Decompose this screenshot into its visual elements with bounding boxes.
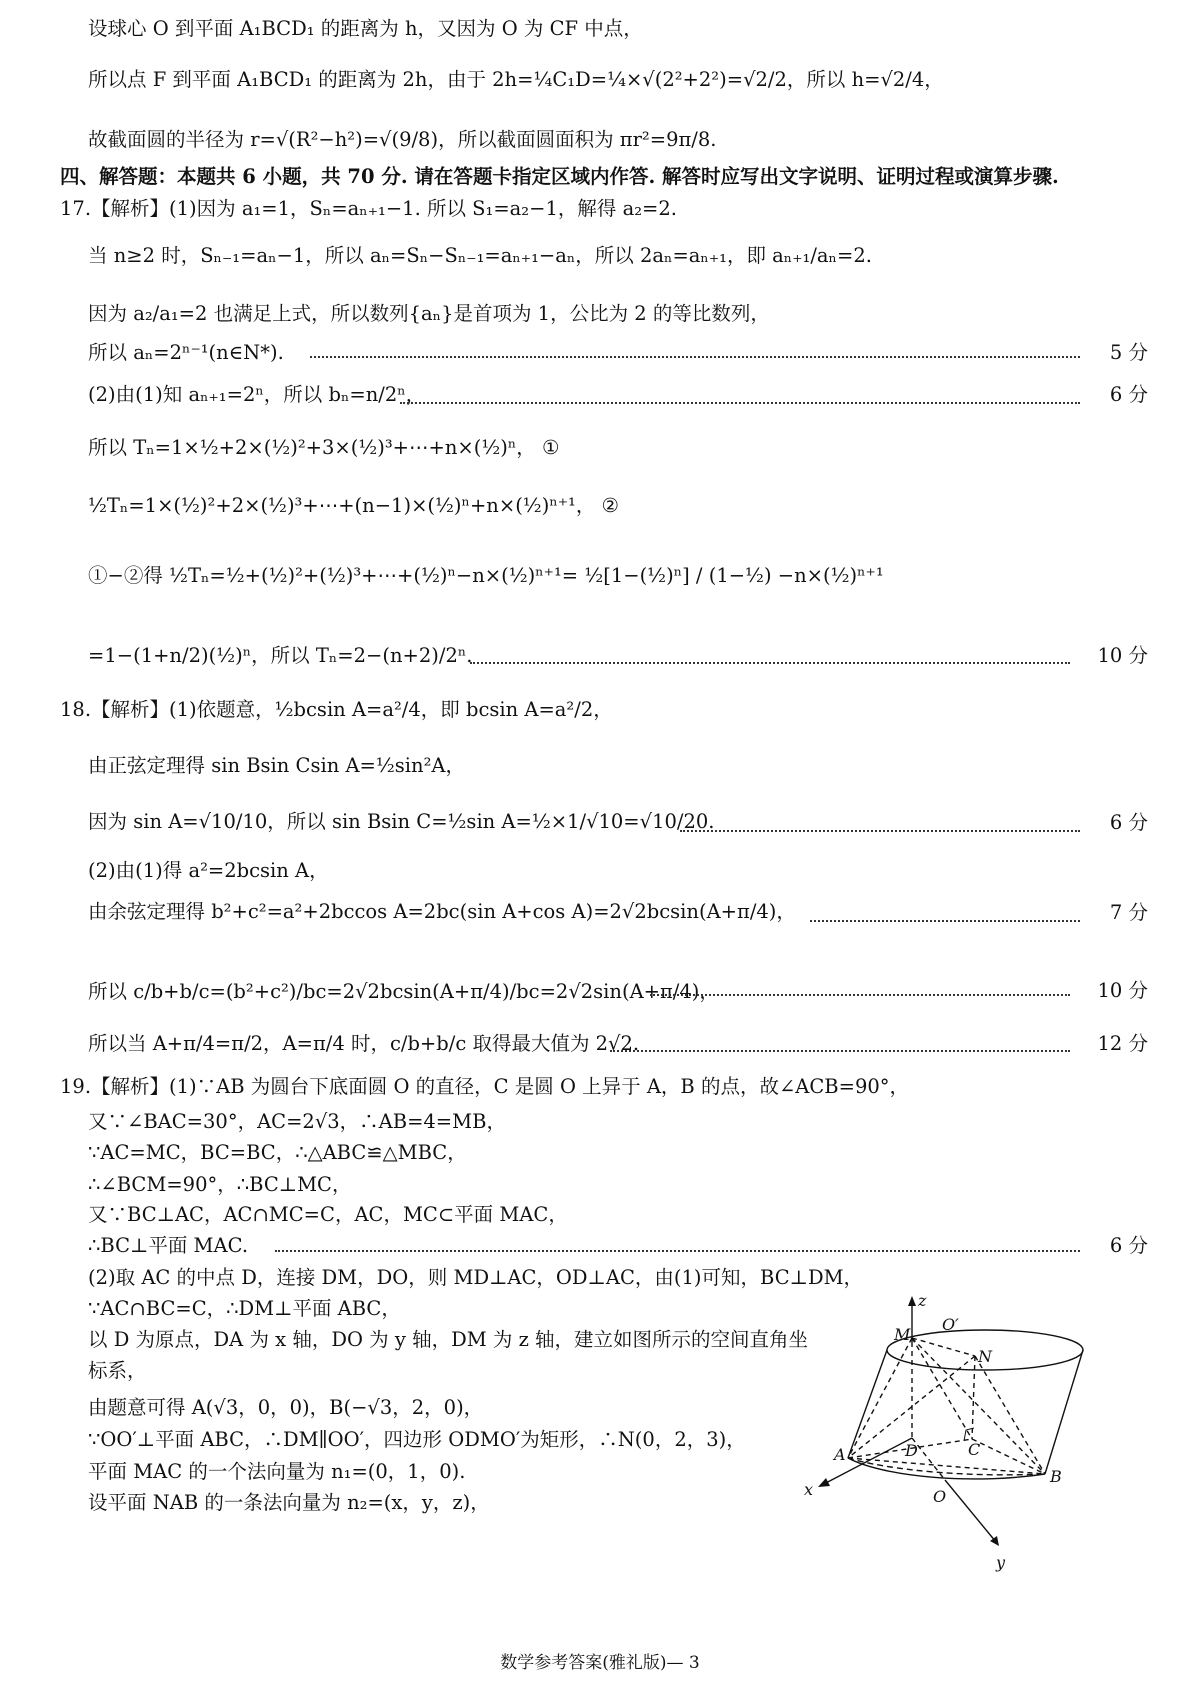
text-line: 所以 c/b+b/c=(b²+c²)/bc=2√2bcsin(A+π/4)/bc=2√2sin(A+π/4)， bbox=[88, 980, 719, 1003]
equation-2: ½Tₙ=1×(½)²+2×(½)³+⋯+(n−1)×(½)ⁿ+n×(½)ⁿ⁺¹， ② bbox=[88, 494, 620, 517]
label-C: C bbox=[968, 1440, 981, 1459]
dot-leader bbox=[400, 402, 1080, 404]
label-A: A bbox=[834, 1445, 846, 1464]
text-line: 因为 sin A=√10/10，所以 sin Bsin C=½sin A=½×1/√10=√10/20. bbox=[88, 810, 715, 833]
score-mark: 6 分 bbox=[1104, 380, 1148, 410]
dot-leader bbox=[275, 1250, 1080, 1252]
text-line: 标系， bbox=[88, 1359, 147, 1382]
question-18-line: 18.【解析】(1)依题意，½bcsin A=a²/4，即 bcsin A=a²/2， bbox=[60, 698, 613, 721]
text-line: (2)由(1)知 aₙ₊₁=2ⁿ，所以 bₙ=n/2ⁿ， bbox=[88, 383, 426, 406]
score-mark: 6 分 bbox=[1104, 1231, 1148, 1261]
bottom-front-arc bbox=[848, 1458, 1045, 1479]
text-line: ∵AC∩BC=C，∴DM⊥平面 ABC， bbox=[88, 1297, 401, 1320]
dot-leader bbox=[680, 830, 1080, 832]
label-O1: O′ bbox=[942, 1315, 959, 1334]
dot-leader bbox=[610, 1050, 1070, 1052]
dot-leader bbox=[310, 356, 1080, 358]
page-footer: 数学参考答案(雅礼版)— 3 bbox=[500, 1653, 700, 1673]
text-line: 由题意可得 A(√3，0，0)，B(−√3，2，0)， bbox=[88, 1396, 484, 1419]
score-mark: 12 分 bbox=[1091, 1029, 1148, 1059]
text-line: 所以点 F 到平面 A₁BCD₁ 的距离为 2h，由于 2h=¼C₁D=¼×√(2²+2²)=√2/2，所以 h=√2/4， bbox=[88, 68, 944, 91]
text-line: ∴∠BCM=90°，∴BC⊥MC， bbox=[88, 1173, 352, 1196]
score-mark: 7 分 bbox=[1104, 898, 1148, 928]
frustum-figure bbox=[800, 1290, 1170, 1590]
score-mark: 5 分 bbox=[1104, 338, 1148, 368]
label-y: y bbox=[996, 1553, 1006, 1572]
text-line: 平面 MAC 的一个法向量为 n₁=(0，1，0). bbox=[88, 1460, 466, 1483]
section-heading: 四、解答题：本题共 6 小题，共 70 分. 请在答题卡指定区域内作答. 解答时应写出文字说明、证明过程或演算步骤. bbox=[60, 165, 1059, 188]
text-line: 所以 aₙ=2ⁿ⁻¹(n∈N*). bbox=[88, 341, 284, 364]
text-line: 又∵BC⊥AC，AC∩MC=C，AC，MC⊂平面 MAC， bbox=[88, 1203, 568, 1226]
text-line: 由余弦定理得 b²+c²=a²+2bccos A=2bc(sin A+cos A)=2√2bcsin(A+π/4)， bbox=[88, 900, 796, 923]
text-line: 当 n≥2 时，Sₙ₋₁=aₙ−1，所以 aₙ=Sₙ−Sₙ₋₁=aₙ₊₁−aₙ，所以 2aₙ=aₙ₊₁，即 aₙ₊₁/aₙ=2. bbox=[88, 244, 872, 267]
label-x: x bbox=[804, 1480, 814, 1499]
label-O: O bbox=[933, 1487, 947, 1506]
question-19-line: 19.【解析】(1)∵AB 为圆台下底面圆 O 的直径，C 是圆 O 上异于 A，B 的点，故∠ACB=90°， bbox=[60, 1075, 910, 1098]
text-line: 因为 a₂/a₁=2 也满足上式，所以数列{aₙ}是首项为 1，公比为 2 的等比数列， bbox=[88, 302, 770, 325]
text-line: 所以当 A+π/4=π/2，A=π/4 时，c/b+b/c 取得最大值为 2√2. bbox=[88, 1032, 640, 1055]
text-line: 设球心 O 到平面 A₁BCD₁ 的距离为 h，又因为 O 为 CF 中点， bbox=[88, 17, 643, 40]
text-line: 以 D 为原点，DA 为 x 轴，DO 为 y 轴，DM 为 z 轴，建立如图所示的空间直角坐 bbox=[88, 1328, 809, 1351]
question-17-line: 17.【解析】(1)因为 a₁=1，Sₙ=aₙ₊₁−1. 所以 S₁=a₂−1，解得 a₂=2. bbox=[60, 197, 677, 220]
label-N: N bbox=[978, 1347, 992, 1366]
score-mark: 6 分 bbox=[1104, 808, 1148, 838]
text-line: 又∵∠BAC=30°，AC=2√3，∴AB=4=MB， bbox=[88, 1110, 506, 1133]
text-line: 设平面 NAB 的一条法向量为 n₂=(x，y，z)， bbox=[88, 1491, 490, 1514]
score-mark: 10 分 bbox=[1091, 976, 1148, 1006]
score-mark: 10 分 bbox=[1091, 641, 1148, 671]
dot-leader bbox=[810, 920, 1080, 922]
text-line: ∵AC=MC，BC=BC，∴△ABC≌△MBC， bbox=[88, 1141, 467, 1164]
dot-leader bbox=[650, 994, 1070, 996]
text-line: 故截面圆的半径为 r=√(R²−h²)=√(9/8)，所以截面圆面积为 πr²=9π/8. bbox=[88, 128, 717, 151]
text-line: ∴BC⊥平面 MAC. bbox=[88, 1234, 249, 1257]
equation-subtract: ①−②得 ½Tₙ=½+(½)²+(½)³+⋯+(½)ⁿ−n×(½)ⁿ⁺¹= ½[1−(½)ⁿ] / (1−½) −n×(½)ⁿ⁺¹ bbox=[88, 564, 884, 587]
text-line: (2)取 AC 的中点 D，连接 DM，DO，则 MD⊥AC，OD⊥AC，由(1)可知，BC⊥DM， bbox=[88, 1266, 864, 1289]
label-M: M bbox=[894, 1325, 911, 1344]
text-line: =1−(1+n/2)(½)ⁿ，所以 Tₙ=2−(n+2)/2ⁿ. bbox=[88, 644, 473, 667]
text-line: 由正弦定理得 sin Bsin Csin A=½sin²A， bbox=[88, 754, 465, 777]
dot-leader bbox=[470, 662, 1070, 664]
label-D: D bbox=[905, 1441, 918, 1460]
label-B: B bbox=[1050, 1467, 1062, 1486]
equation-1: 所以 Tₙ=1×½+2×(½)²+3×(½)³+⋯+n×(½)ⁿ， ① bbox=[88, 436, 560, 459]
label-z: z bbox=[918, 1291, 927, 1310]
text-line: ∵OO′⊥平面 ABC，∴DM∥OO′，四边形 ODMO′为矩形，∴N(0，2，3)， bbox=[88, 1428, 746, 1451]
text-line: (2)由(1)得 a²=2bcsin A， bbox=[88, 859, 329, 882]
